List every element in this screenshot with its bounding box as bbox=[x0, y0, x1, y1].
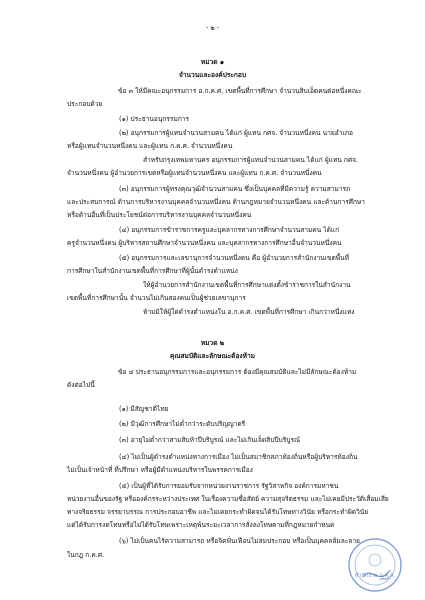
clause3-item3-cont2: หรือด้านอื่นที่เป็นประโยชน์ต่อการบริหารงานบุคคลจำนวนหนึ่งคน bbox=[67, 211, 252, 219]
bangkok-paragraph: สำหรับกรุงเทพมหานคร อนุกรรมการผู้แทนจำนวนสามคน ได้แก่ ผู้แทน กศจ. bbox=[143, 156, 359, 164]
clause4-item4-cont: ไม่เป็นเจ้าหน้าที่ ที่ปรึกษา หรือผู้มีตำแหน่งบริหารในพรรคการเมือง bbox=[67, 466, 253, 474]
page-number: - ๒ - bbox=[205, 24, 220, 32]
assistant-secretary-cont: เขตพื้นที่การศึกษานั้น จำนวนไม่เกินสองคนเป็นผู้ช่วยเลขานุการ bbox=[67, 294, 246, 302]
assistant-secretary-paragraph: ให้ผู้อำนวยการสำนักงานเขตพื้นที่การศึกษาแต่งตั้งข้าราชการในสำนักงาน bbox=[143, 281, 351, 289]
bangkok-paragraph-cont: จำนวนหนึ่งคน ผู้อำนวยการเขตหรือผู้แทนจำนวนหนึ่งคน และผู้แทน ก.ค.ศ. จำนวนหนึ่งคน bbox=[67, 169, 322, 177]
clause4-item1: (๑) มีสัญชาติไทย bbox=[119, 405, 169, 413]
clause4-item3: (๓) อายุไม่ต่ำกว่าสามสิบห้าปีบริบูรณ์ และไม่เกินเจ็ดสิบปีบริบูรณ์ bbox=[119, 436, 301, 444]
clause4-item5: (๕) เป็นผู้ที่ได้รับการยอมรับจากหน่วยงานราชการ รัฐวิสาหกิจ องค์การมหาชน bbox=[119, 482, 339, 490]
clause4-text: ข้อ ๔ ประธานอนุกรรมการและอนุกรรมการ ต้องมีคุณสมบัติและไม่มีลักษณะต้องห้าม bbox=[118, 368, 357, 376]
clause3-text: ข้อ ๓ ให้มีคณะอนุกรรมการ อ.ก.ค.ศ. เขตพื้นที่การศึกษา จำนวนสิบเอ็ดคนต่อหนึ่งคณะ bbox=[118, 87, 362, 95]
clause3-item2: (๒) อนุกรรมการผู้แทนจำนวนสามคน ได้แก่ ผู้แทน กศจ. จำนวนหนึ่งคน นายอำเภอ bbox=[119, 129, 353, 137]
official-stamp bbox=[346, 536, 404, 594]
clause3-item3-cont: และประสบการณ์ ด้านการบริหารงานบุคคลจำนวนหนึ่งคน ด้านกฎหมายจำนวนหนึ่งคน และด้านการศึกษา bbox=[67, 198, 365, 206]
clause4-item5-cont3: แต่ได้รับการงดโทษหรือไม่ได้รับโทษเพราะเหตุพ้นระยะเวลาการสั่งลงโทษตามที่กฎหมายกำหนด bbox=[67, 521, 335, 529]
clause3-item4: (๔) อนุกรรมการข้าราชการครูและบุคลากรทางการศึกษาจำนวนสามคน ได้แก่ bbox=[119, 226, 340, 234]
clause3-item5: (๕) อนุกรรมการและเลขานุการจำนวนหนึ่งคน คือ ผู้อำนวยการสำนักงานเขตพื้นที่ bbox=[119, 254, 350, 262]
clause3-item3: (๓) อนุกรรมการผู้ทรงคุณวุฒิจำนวนสามคน ซึ่งเป็นบุคคลที่มีความรู้ ความสามารถ bbox=[119, 185, 351, 193]
chapter2-heading: หมวด ๒ bbox=[200, 339, 225, 347]
clause3-item4-cont: ครูจำนวนหนึ่งคน ผู้บริหารสถานศึกษาจำนวนหนึ่งคน และบุคลากรทางการศึกษาอื่นจำนวนหนึ่งคน bbox=[67, 239, 342, 247]
clause3-item5-cont: การศึกษาในสำนักงานเขตพื้นที่การศึกษาที่ผู้นั้นดำรงตำแหน่ง bbox=[67, 267, 238, 275]
clause4-item2: (๒) มีวุฒิการศึกษาไม่ต่ำกว่าระดับปริญญาตรี bbox=[119, 420, 246, 428]
clause4-item5-cont2: ทางจริยธรรม จรรยาบรรณ การประกอบอาชีพ และไม่เคยกระทำผิดจนได้รับโทษทางวินัย หรือกระทำผิดวินัย bbox=[67, 508, 369, 516]
chapter2-subheading: คุณสมบัติและลักษณะต้องห้าม bbox=[169, 352, 256, 360]
clause4-item6-cont: ในกฎ ก.ค.ศ. bbox=[67, 551, 105, 559]
clause3-continuation: ประกอบด้วย bbox=[67, 100, 103, 108]
clause4-continuation: ดังต่อไปนี้ bbox=[67, 381, 95, 389]
single-seat-rule: ห้ามมิให้ผู้ใดดำรงตำแหน่งใน อ.ก.ค.ศ. เขตพื้นที่การศึกษา เกินกว่าหนึ่งแห่ง bbox=[143, 308, 355, 316]
clause3-item2-cont: หรือผู้แทนจำนวนหนึ่งคน และผู้แทน ก.ค.ศ. จำนวนหนึ่งคน bbox=[67, 142, 233, 150]
chapter1-subheading: จำนวนและองค์ประกอบ bbox=[178, 71, 247, 79]
stamp-text: สำนักงาน ก.ค.ศ. bbox=[354, 573, 396, 579]
clause4-item6: (๖) ไม่เป็นคนไร้ความสามารถ หรือจิตฟั่นเฟือนไม่สมประกอบ หรือเป็นบุคคลล้มละลาย bbox=[119, 537, 360, 545]
clause3-item1: (๑) ประธานอนุกรรมการ bbox=[119, 115, 190, 123]
clause4-item4: (๔) ไม่เป็นผู้ดำรงตำแหน่งทางการเมือง ไม่เป็นสมาชิกสภาท้องถิ่นหรือผู้บริหารท้องถิ่น bbox=[119, 453, 358, 461]
clause4-item5-cont: หน่วยงานอื่นของรัฐ หรือองค์กรระหว่างประเทศ ในเรื่องความซื่อสัตย์ ความสุจริตธรรม และไม่เคยมีประวัติเสื่อมเสีย bbox=[67, 495, 389, 503]
chapter1-heading: หมวด ๑ bbox=[200, 58, 225, 66]
